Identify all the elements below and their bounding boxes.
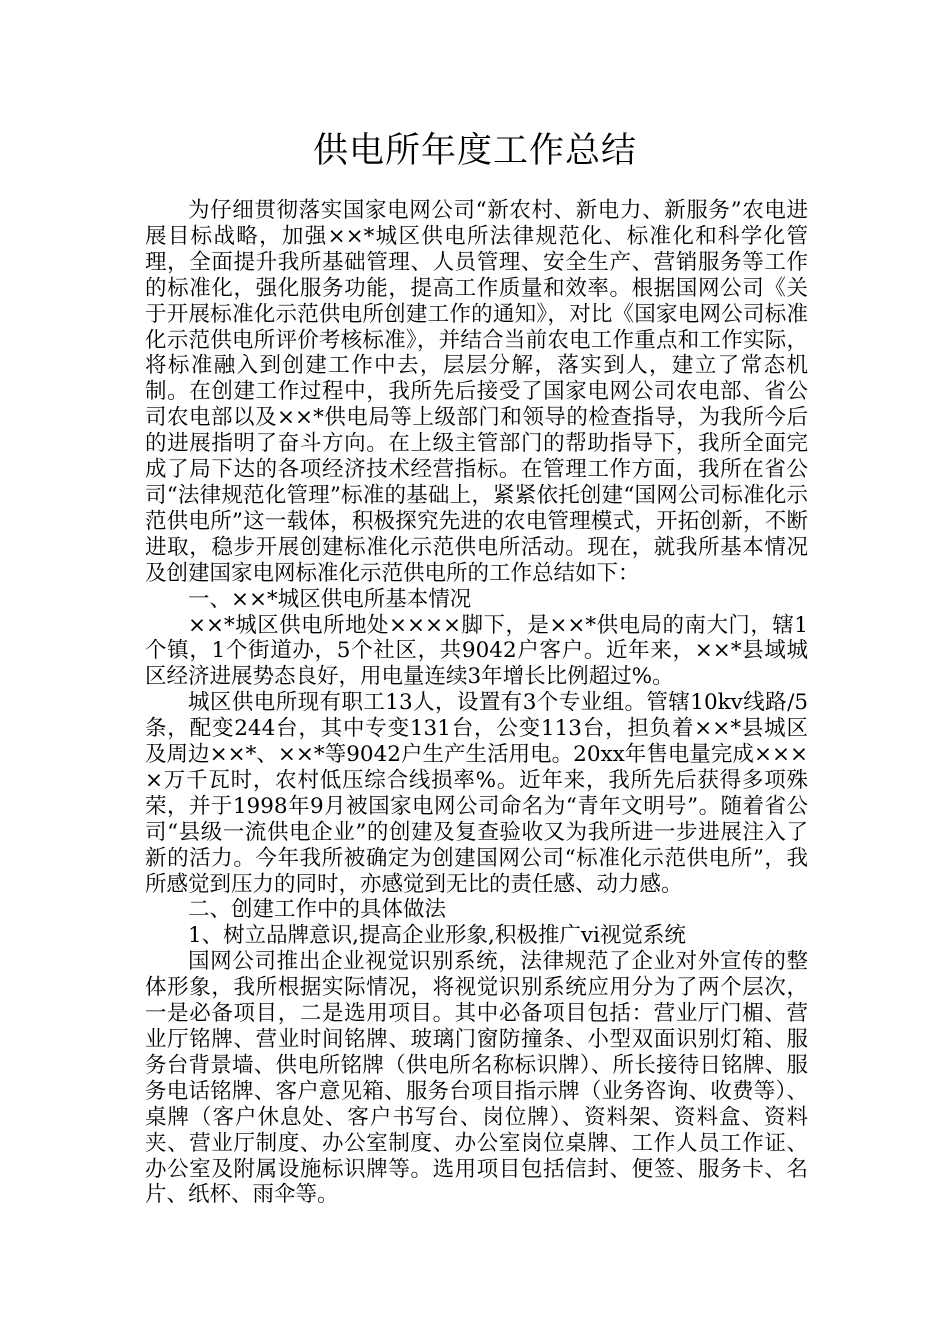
section-heading-methods: 二、创建工作中的具体做法 [188,897,447,923]
section-heading-basic-info: 一、××*城区供电所基本情况 [188,586,472,612]
document-title: 供电所年度工作总结 [312,131,637,171]
basic-info-paragraph: ××*城区供电所地处××××脚下，是××*供电局的南大门，辖1个镇，1个街道办，5个社区，共9042户客户。近年来，××*县域城区经济进展势态良好，用电量连续3年增长比例超过%。 [145,612,808,690]
vi-system-paragraph: 国网公司推出企业视觉识别系统，法律规范了企业对外宣传的整体形象，我所根据实际情况，将视觉识别系统应用分为了两个层次，一是必备项目，二是选用项目。其中必备项目包括：营业厅门楣、营业厅铭牌、营业时间铭牌、玻璃门窗防撞条、小型双面识别灯箱、服务台背景墙、供电所铭牌（供电所名称标识牌）、所长接待日铭牌、服务电话铭牌、客户意见箱、服务台项目指示牌（业务咨询、收费等）、桌牌（客户休息处、客户书写台、岗位牌）、资料架、资料盒、资料夹、营业厅制度、办公室制度、办公室岗位桌牌、工作人员工作证、办公室及附属设施标识牌等。选用项目包括信封、便签、服务卡、名片、纸杯、雨伞等。 [145,949,808,1208]
document-body [145,198,808,1208]
subsection-heading-brand: 1、树立品牌意识,提高企业形象,积极推广vi视觉系统 [188,923,686,949]
staff-info-paragraph: 城区供电所现有职工13人，设置有3个专业组。管辖10kv线路/5条，配变244台，其中专变131台，公变113台，担负着××*县城区及周边××*、××*等9042户生产生活用电。20xx年售电量完成××××万千瓦时，农村低压综合线损率%。近年来，我所先后获得多项殊荣，并于1998年9月被国家电网公司命名为“青年文明号”。随着省公司“县级一流供电企业”的创建及复查验收又为我所进一步进展注入了新的活力。今年我所被确定为创建国网公司“标准化示范供电所”，我所感觉到压力的同时，亦感觉到无比的责任感、动力感。 [145,690,808,897]
intro-paragraph: 为仔细贯彻落实国家电网公司“新农村、新电力、新服务”农电进展目标战略，加强××*城区供电所法律规范化、标准化和科学化管理，全面提升我所基础管理、人员管理、安全生产、营销服务等工作的标准化，强化服务功能，提高工作质量和效率。根据国网公司《关于开展标准化示范供电所创建工作的通知》，对比《国家电网公司标准化示范供电所评价考核标准》，并结合当前农电工作重点和工作实际，将标准融入到创建工作中去，层层分解，落实到人，建立了常态机制。在创建工作过程中，我所先后接受了国家电网公司农电部、省公司农电部以及××*供电局等上级部门和领导的检查指导，为我所今后的进展指明了奋斗方向。在上级主管部门的帮助指导下，我所全面完成了局下达的各项经济技术经营指标。在管理工作方面，我所在省公司“法律规范化管理”标准的基础上，紧紧依托创建“国网公司标准化示范供电所”这一载体，积极探究先进的农电管理模式，开拓创新，不断进取，稳步开展创建标准化示范供电所活动。现在，就我所基本情况及创建国家电网标准化示范供电所的工作总结如下： [145,198,808,586]
